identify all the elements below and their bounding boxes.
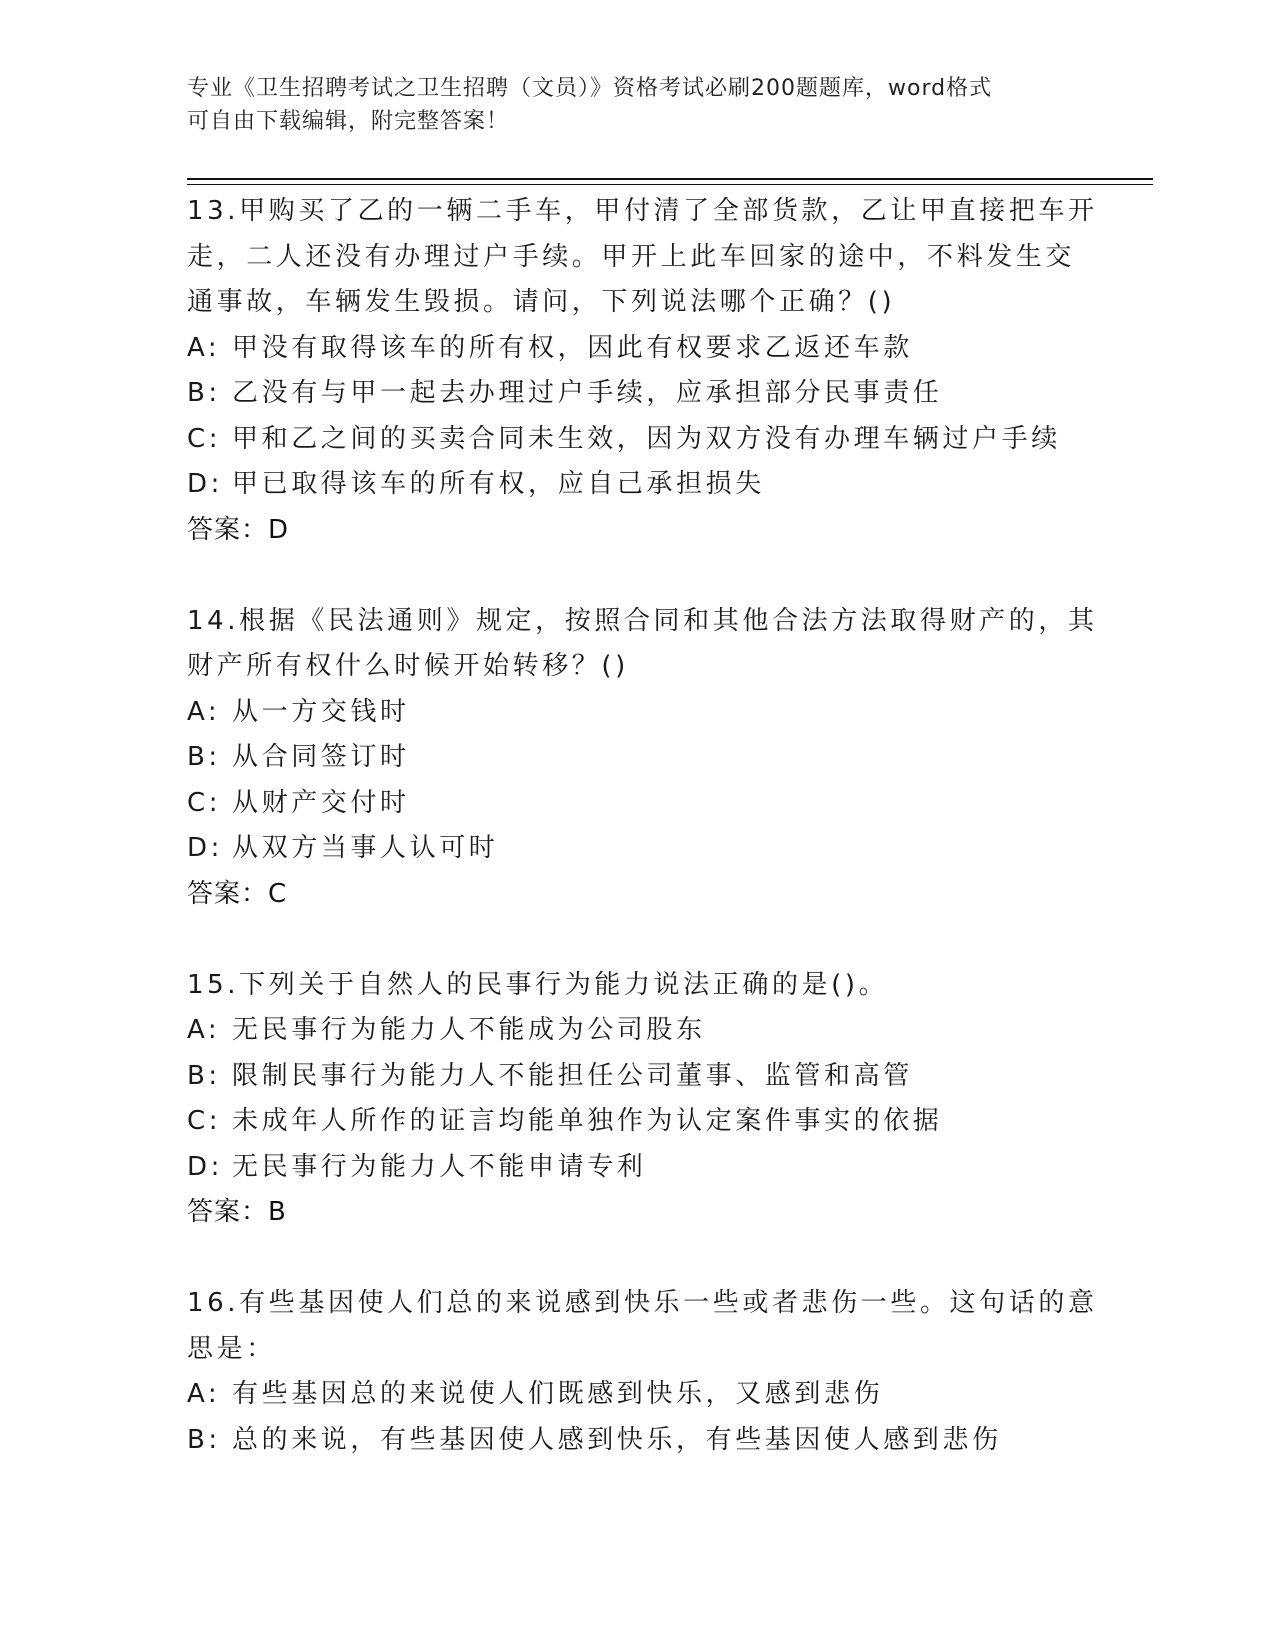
answer-line: 答案：B <box>187 1197 287 1227</box>
header-line-1: 专业《卫生招聘考试之卫生招聘（文员）》资格考试必刷200题题库，word格式 <box>187 76 993 101</box>
question-16 <box>187 1281 1147 1463</box>
option-a <box>187 326 1147 372</box>
option-letter: C: <box>187 1106 222 1136</box>
question-spacer <box>187 917 1147 963</box>
question-stem-line: 14.根据《民法通则》规定，按照合同和其他合法方法取得财产的，其 <box>187 605 1098 636</box>
option-letter: A: <box>187 332 221 363</box>
question-15 <box>187 963 1147 1236</box>
option-text: 甲没有取得该车的所有权，因此有权要求乙返还车款 <box>232 332 913 363</box>
option-letter: B: <box>187 1424 221 1455</box>
option-letter: C: <box>187 423 222 454</box>
option-c <box>187 781 1147 827</box>
option-letter: B: <box>187 378 221 408</box>
answer-line: 答案：C <box>187 878 288 909</box>
option-text: 从合同签订时 <box>232 742 410 772</box>
option-text: 限制民事行为能力人不能担任公司董事、监管和高管 <box>232 1060 913 1091</box>
option-letter: D: <box>187 1151 223 1182</box>
option-b <box>187 735 1147 781</box>
question-list <box>187 189 1147 1463</box>
question-13 <box>187 189 1147 553</box>
option-text: 无民事行为能力人不能成为公司股东 <box>232 1015 706 1045</box>
option-b <box>187 1418 1147 1464</box>
option-text: 从一方交钱时 <box>232 696 410 727</box>
answer-line: 答案：D <box>187 514 290 545</box>
header-line-2: 可自由下载编辑，附完整答案！ <box>187 109 510 134</box>
question-stem-line: 思是： <box>187 1333 276 1364</box>
option-text: 乙没有与甲一起去办理过户手续，应承担部分民事责任 <box>232 378 943 408</box>
option-c <box>187 417 1147 463</box>
option-text: 无民事行为能力人不能申请专利 <box>232 1151 647 1182</box>
option-text: 甲和乙之间的买卖合同未生效，因为双方没有办理车辆过户手续 <box>232 423 1061 454</box>
option-b <box>187 1054 1147 1100</box>
question-stem-line: 15.下列关于自然人的民事行为能力说法正确的是()。 <box>187 969 889 1000</box>
question-spacer <box>187 1236 1147 1282</box>
option-text: 总的来说，有些基因使人感到快乐，有些基因使人感到悲伤 <box>232 1424 1002 1455</box>
option-letter: B: <box>187 742 221 772</box>
option-text: 未成年人所作的证言均能单独作为认定案件事实的依据 <box>232 1106 943 1136</box>
option-text: 从财产交付时 <box>232 787 410 818</box>
header-rule-thick <box>187 178 1153 180</box>
page-header <box>187 72 1087 138</box>
question-spacer <box>187 553 1147 599</box>
question-stem-line: 通事故，车辆发生毁损。请问，下列说法哪个正确？() <box>187 287 896 317</box>
option-a <box>187 1372 1147 1418</box>
option-letter: B: <box>187 1060 221 1091</box>
option-text: 从双方当事人认可时 <box>232 833 499 863</box>
option-letter: D: <box>187 833 223 863</box>
option-letter: A: <box>187 696 221 727</box>
option-b <box>187 371 1147 417</box>
option-a <box>187 1008 1147 1054</box>
option-letter: A: <box>187 1015 221 1045</box>
header-rule-thin <box>187 184 1153 185</box>
option-d <box>187 826 1147 872</box>
option-text: 有些基因总的来说使人们既感到快乐，又感到悲伤 <box>232 1379 884 1409</box>
option-letter: C: <box>187 787 222 818</box>
option-text: 甲已取得该车的所有权，应自己承担损失 <box>232 469 765 499</box>
option-d <box>187 1145 1147 1191</box>
option-letter: A: <box>187 1379 221 1409</box>
question-stem-line: 16.有些基因使人们总的来说感到快乐一些或者悲伤一些。这句话的意 <box>187 1288 1098 1318</box>
question-stem-line: 财产所有权什么时候开始转移？() <box>187 651 629 681</box>
question-stem-line: 走，二人还没有办理过户手续。甲开上此车回家的途中，不料发生交 <box>187 241 1076 272</box>
option-c <box>187 1099 1147 1145</box>
option-letter: D: <box>187 469 223 499</box>
question-14 <box>187 599 1147 918</box>
option-a <box>187 690 1147 736</box>
question-stem-line: 13.甲购买了乙的一辆二手车，甲付清了全部货款，乙让甲直接把车开 <box>187 196 1098 226</box>
option-d <box>187 462 1147 508</box>
